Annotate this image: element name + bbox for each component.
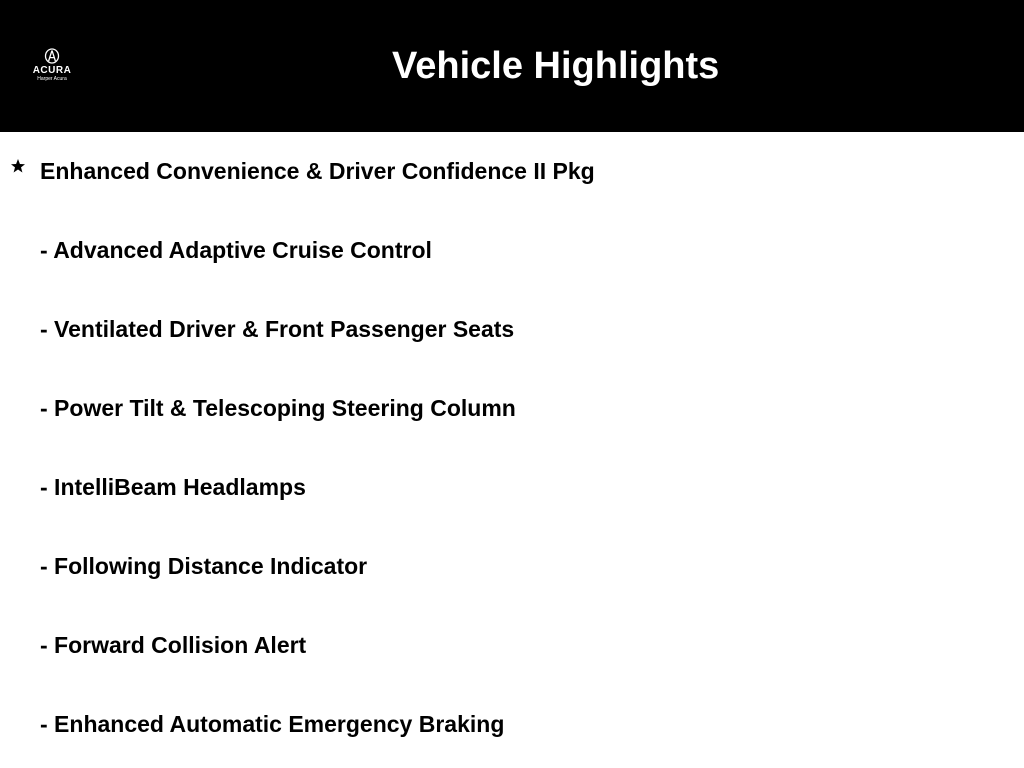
highlight-item <box>0 705 1024 768</box>
highlight-item-label: - Enhanced Automatic Emergency Braking <box>40 711 505 737</box>
highlight-item <box>0 626 1024 705</box>
dealer-logo <box>24 48 80 88</box>
highlight-item-label: - Power Tilt & Telescoping Steering Column <box>40 395 516 421</box>
highlight-item <box>0 231 1024 310</box>
highlight-item-label: - Ventilated Driver & Front Passenger Seats <box>40 316 515 342</box>
page-title: Vehicle Highlights <box>392 45 720 87</box>
highlight-item-label: - Forward Collision Alert <box>40 632 307 658</box>
logo-brand-text: ACURA <box>32 65 72 76</box>
highlights-list <box>0 152 1024 768</box>
highlight-item <box>0 152 1024 231</box>
highlight-item-label: - Following Distance Indicator <box>40 553 368 579</box>
highlight-item-label: Enhanced Convenience & Driver Confidence II Pkg <box>40 158 595 184</box>
highlight-item-label: - IntelliBeam Headlamps <box>40 474 306 500</box>
highlight-item <box>0 547 1024 626</box>
highlight-item <box>0 310 1024 389</box>
highlight-item-label: - Advanced Adaptive Cruise Control <box>40 237 432 263</box>
highlight-item <box>0 389 1024 468</box>
highlight-item <box>0 468 1024 547</box>
header-bar <box>0 0 1024 132</box>
star-icon <box>10 158 26 174</box>
logo-dealer-text: Harper Acura <box>37 76 67 82</box>
acura-logo-icon <box>44 48 60 64</box>
